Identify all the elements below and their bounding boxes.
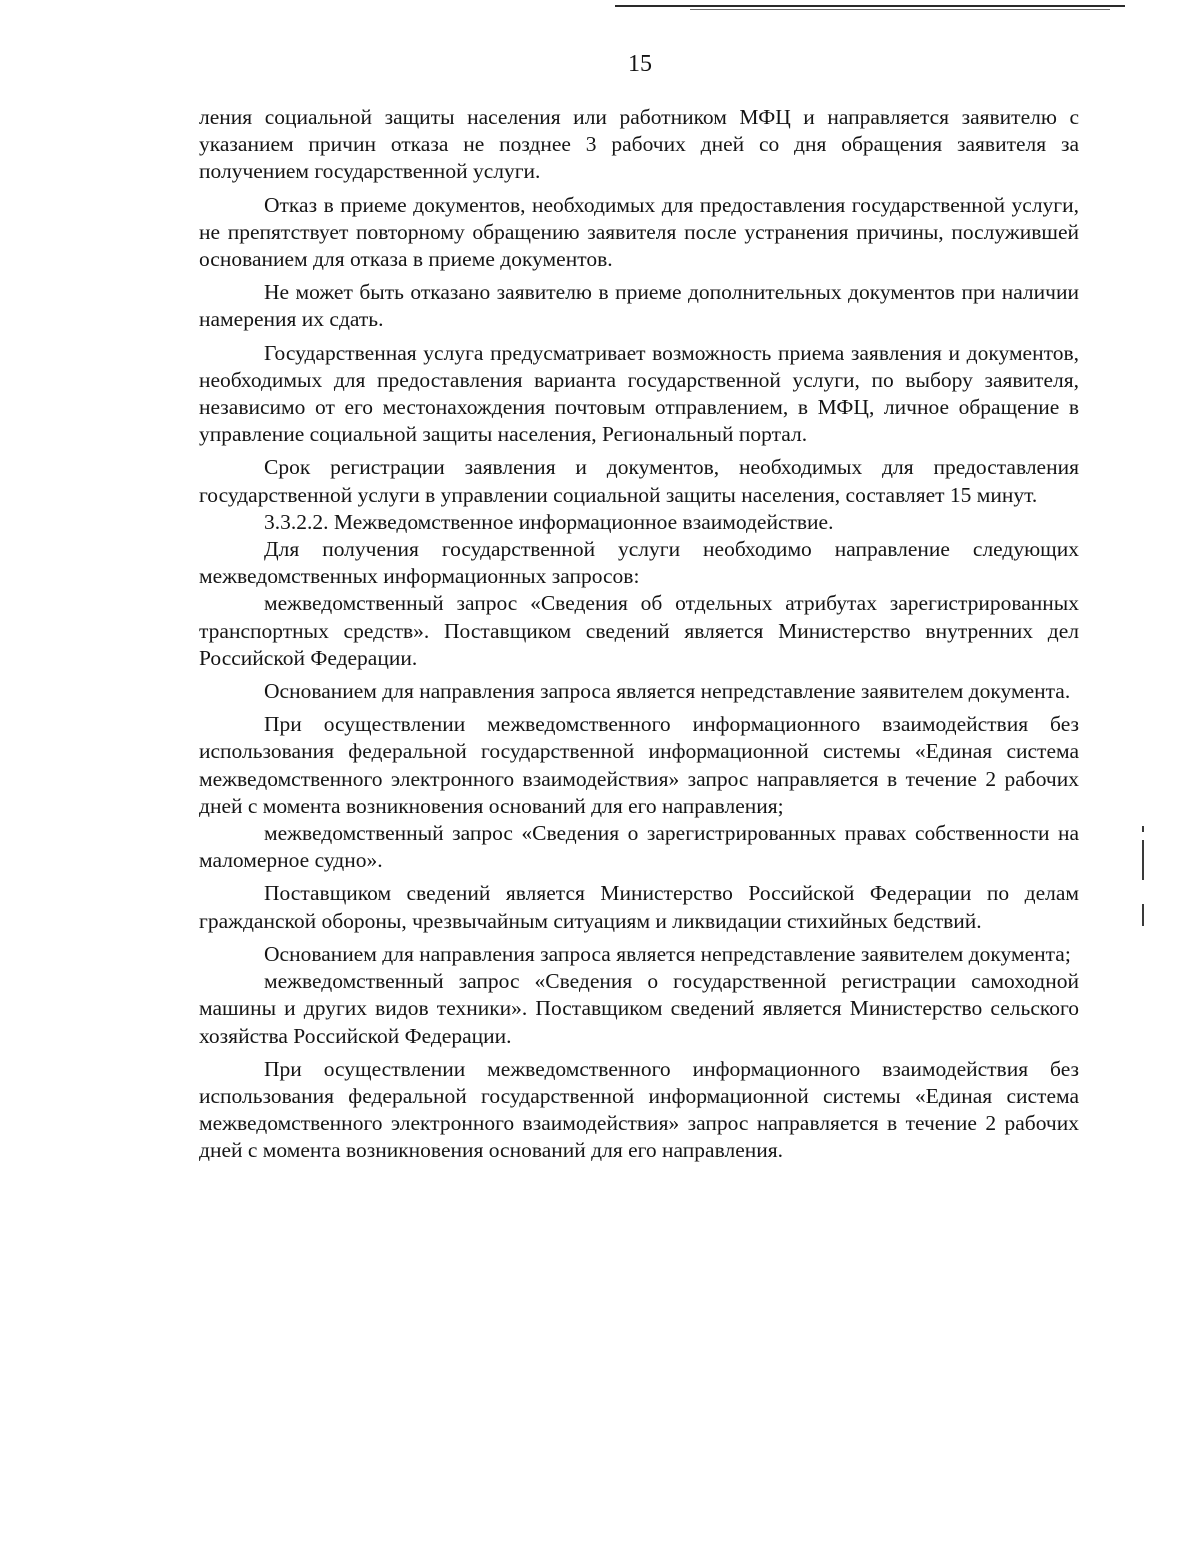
paragraph: Срок регистрации заявления и документов, необходимых для предоставления государственной услуги в управлении социальной защиты населения, составляет 15 минут. [199,455,1079,507]
paragraph-continuation: ления социальной защиты населения или работником МФЦ и направляется заявителю с указанием причин отказа не позднее 3 рабочих дней со дня обращения заявителя за получением государственной услуги. [199,105,1079,184]
paragraph: межведомственный запрос «Сведения о государственной регистрации самоходной машины и других видов техники». Поставщиком сведений является Министерство сельского хозяйства Российской Федерации. [199,969,1079,1048]
paragraph: Отказ в приеме документов, необходимых для предоставления государственной услуги, не препятствует повторному обращению заявителя после устранения причины, послужившей основанием для отказа в приеме документов. [199,192,1079,272]
paragraph: При осуществлении межведомственного информационного взаимодействия без использования федеральной государственной информационной системы «Единая система межведомственного электронного взаимодействия» запрос направляется в течение 2 рабочих дней с момента возникновения оснований для его направления. [199,1056,1079,1163]
top-scan-line [615,5,1125,7]
paragraph: Основанием для направления запроса является непредставление заявителем документа; [264,941,1071,966]
paragraph: межведомственный запрос «Сведения об отдельных атрибутах зарегистрированных транспортных средств». Поставщиком сведений является Министерство внутренних дел Российской Федерации. [199,591,1079,670]
top-scan-line-secondary [690,9,1110,10]
paragraph: При осуществлении межведомственного информационного взаимодействия без использования федеральной государственной информационной системы «Единая система межведомственного электронного взаимодействия» запрос направляется в течение 2 рабочих дней с момента возникновения оснований для его направления; [199,712,1079,818]
document-body [199,104,1079,1165]
paragraph: Основанием для направления запроса является непредставление заявителем документа. [264,679,1071,704]
paragraph: Поставщиком сведений является Министерство Российской Федерации по делам гражданской обороны, чрезвычайным ситуациям и ликвидации стихийных бедствий. [199,881,1079,933]
paragraph: Не может быть отказано заявителю в приеме дополнительных документов при наличии намерения их сдать. [199,280,1079,332]
section-heading: 3.3.2.2. Межведомственное информационное взаимодействие. [264,509,834,534]
paragraph: межведомственный запрос «Сведения о зарегистрированных правах собственности на маломерное судно». [199,821,1079,873]
paragraph: Для получения государственной услуги необходимо направление следующих межведомственных информационных запросов: [199,537,1079,589]
margin-scan-marks [1141,826,1145,926]
page-number: 15 [628,51,652,77]
paragraph: Государственная услуга предусматривает возможность приема заявления и документов, необходимых для предоставления варианта государственной услуги, по выбору заявителя, независимо от его местонахождения почтовым отправлением, в МФЦ, личное обращение в управление социальной защиты населения, Региональный портал. [199,340,1079,447]
